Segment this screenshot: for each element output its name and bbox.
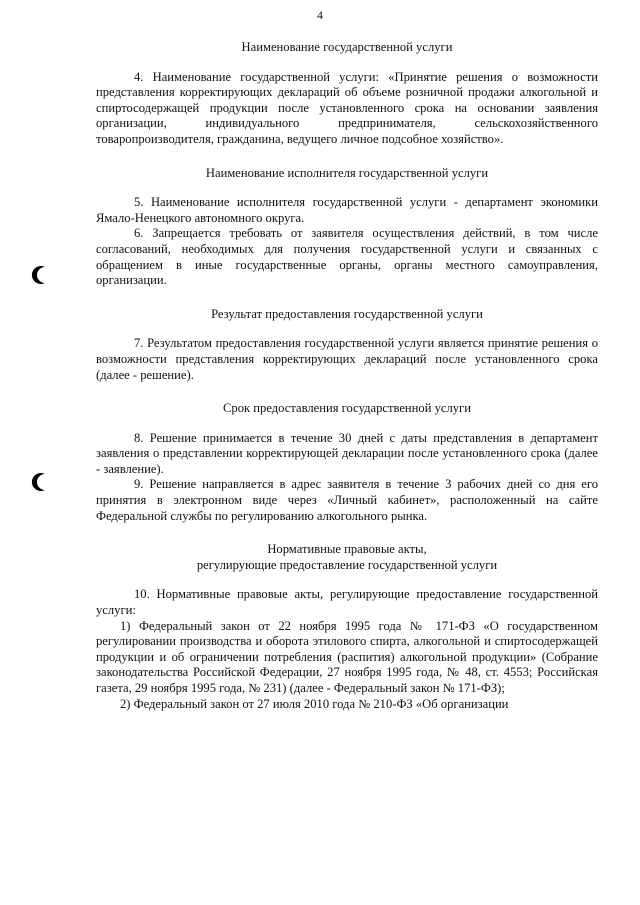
paragraph-8: 8. Решение принимается в течение 30 дней с даты представления в департамент заявления о представлении корректирующей декларации после установленного срока (далее - заявление).	[96, 430, 598, 476]
margin-crescent-icon	[30, 264, 52, 286]
paragraph-6: 6. Запрещается требовать от заявителя осуществления действий, в том числе согласований, необходимых для получения государственной услуги и связанных с обращением в иные государственные органы, органы местного самоуправления, организации.	[96, 226, 598, 288]
margin-crescent-icon	[30, 471, 52, 493]
paragraph-9: 9. Решение направляется в адрес заявителя в течение 3 рабочих дней со дня его принятия в электронном виде через «Личный кабинет», расположенный на сайте Федеральной службы по регулированию алкогольного рынка.	[96, 477, 598, 523]
paragraph-5: 5. Наименование исполнителя государственной услуги - департамент экономики Ямало-Ненецкого автономного округа.	[96, 195, 598, 225]
paragraph-7: 7. Результатом предоставления государственной услуги является принятие решения о возможности представления корректирующих деклараций после установленного срока (далее - решение).	[96, 336, 598, 382]
paragraph-4: 4. Наименование государственной услуги: «Принятие решения о возможности представления корректирующих деклараций об объеме розничной продажи алкогольной и спиртосодержащей продукции после установленного срока на основании заявления организации, индивидуального предпринимателя, сельскохозяйственного товаропроизводителя, гражданина, ведущего личное подсобное хозяйство».	[96, 69, 598, 146]
document-body	[96, 40, 598, 712]
page-number: 4	[317, 8, 323, 22]
section-heading: Результат предоставления государственной услуги	[211, 306, 483, 321]
paragraph-10: 10. Нормативные правовые акты, регулирующие предоставление государственной услуги:	[96, 587, 598, 618]
paragraph-10-item-2: 2) Федеральный закон от 27 июля 2010 года № 210-ФЗ «Об организации	[120, 696, 509, 711]
section-heading: регулирующие предоставление государственной услуги	[196, 557, 498, 572]
section-heading: Наименование исполнителя государственной услуги	[205, 165, 489, 180]
paragraph-10-item-1: 1) Федеральный закон от 22 ноября 1995 года № 171-ФЗ «О государственном регулировании производства и оборота этилового спирта, алкогольной и спиртосодержащей продукции и об ограничении потребления (распития) алкогольной продукции» (Собрание законодательства Российской Федерации, 27 ноября 1995 года, № 48, ст. 4553; Российская газета, 29 ноября 1995 года, № 231) (далее - Федеральный закон № 171-ФЗ);	[96, 618, 598, 695]
section-heading: Нормативные правовые акты,	[267, 542, 427, 557]
section-heading: Срок предоставления государственной услуги	[223, 401, 471, 416]
section-heading: Наименование государственной услуги	[241, 40, 453, 54]
